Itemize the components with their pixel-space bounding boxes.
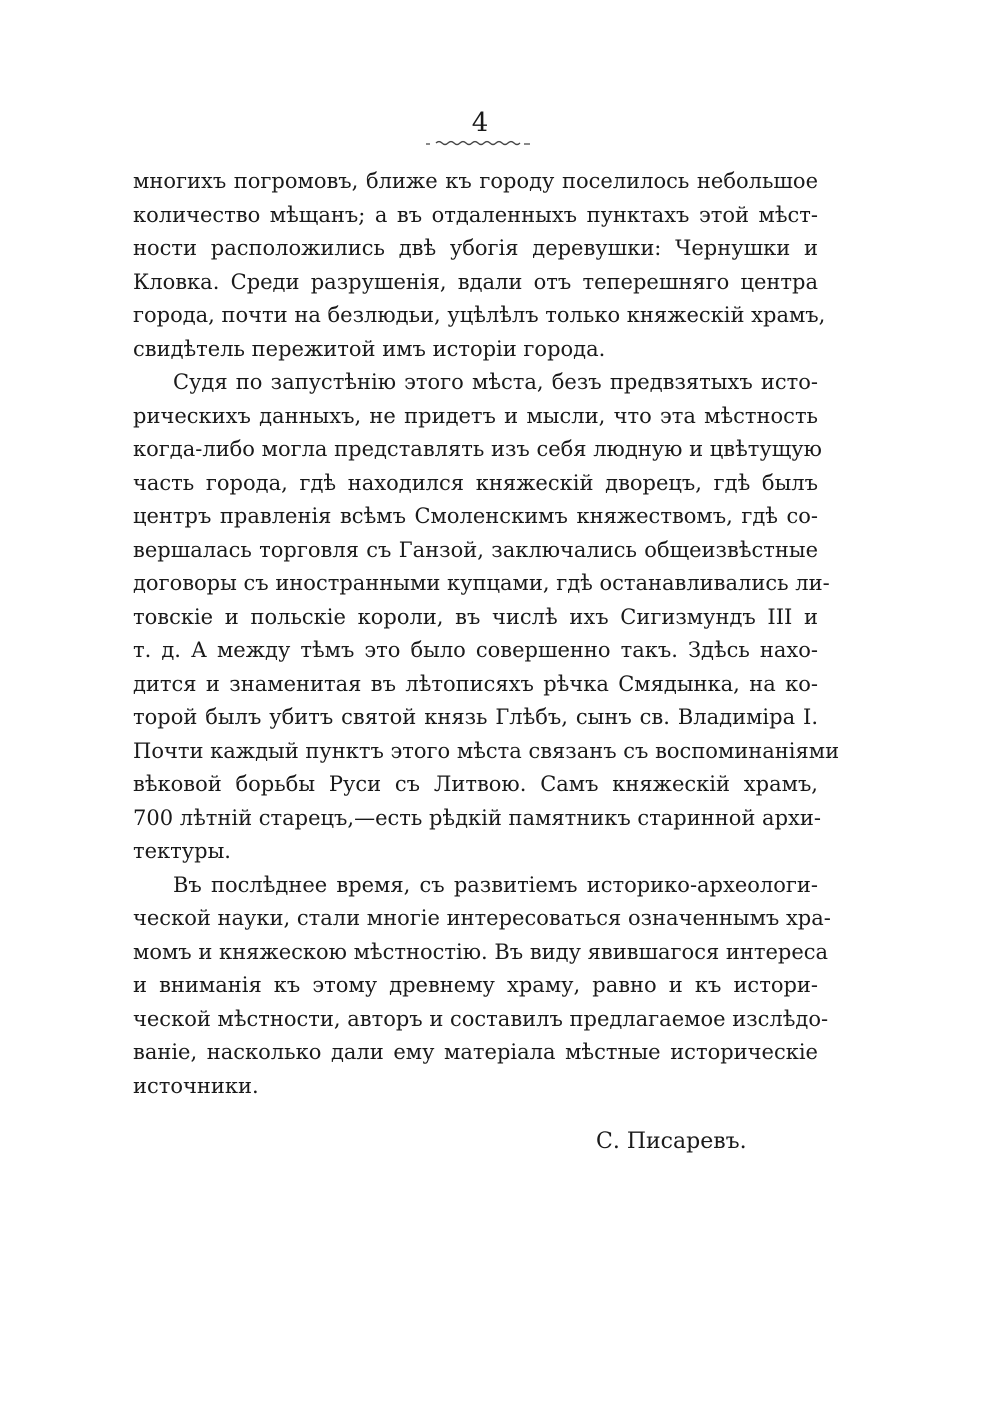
ornament-divider	[424, 138, 534, 148]
text-line: тектуры.	[133, 839, 231, 863]
text-line: товскіе и польскіе короли, въ числѣ ихъ Сигизмундъ III и	[133, 604, 818, 629]
paragraph	[133, 869, 831, 1104]
text-line: Кловка. Среди разрушенія, вдали отъ теперешняго центра	[133, 269, 818, 294]
text-line: вершалась торговля съ Ганзой, заключались общеизвѣстные	[133, 537, 818, 562]
text-line: дится и знаменитая въ лѣтописяхъ рѣчка Смядынка, на ко-	[133, 671, 818, 696]
text-line: Судя по запустѣнію этого мѣста, безъ предвзятыхъ исто-	[173, 370, 818, 394]
text-line: и вниманія къ этому древнему храму, равно и къ истори-	[133, 973, 818, 997]
text-line: ческой науки, стали многіе интересоваться означеннымъ хра-	[133, 906, 831, 930]
text-line: торой былъ убитъ святой князь Глѣбъ, сынъ св. Владиміра I.	[133, 705, 818, 729]
text-line: часть города, гдѣ находился княжескій дворецъ, гдѣ былъ	[133, 470, 818, 495]
paragraph	[133, 165, 826, 366]
text-line: свидѣтель пережитой имъ исторіи города.	[133, 336, 606, 361]
text-line: Въ послѣднее время, съ развитіемъ историко-археологи-	[173, 872, 818, 897]
text-line: источники.	[133, 1073, 259, 1098]
text-line: ности расположились двѣ убогія деревушки: Чернушки и	[133, 236, 818, 260]
body-text	[133, 165, 840, 1103]
text-line: вѣковой борьбы Руси съ Литвою. Самъ княжескій храмъ,	[133, 772, 818, 796]
text-line: Почти каждый пунктъ этого мѣста связанъ съ воспоминаніями	[133, 738, 840, 763]
text-line: когда-либо могла представлять изъ себя людную и цвѣтущую	[133, 437, 822, 461]
text-line: города, почти на безлюдьи, уцѣлѣлъ только княжескій храмъ,	[133, 303, 826, 327]
text-line: ваніе, насколько дали ему матеріала мѣстные историческіе	[133, 1040, 818, 1064]
text-line: рическихъ данныхъ, не придетъ и мысли, что эта мѣстность	[133, 403, 818, 428]
text-line: многихъ погромовъ, ближе къ городу поселилось небольшое	[133, 169, 818, 193]
text-line: центръ правленія всѣмъ Смоленскимъ княжествомъ, гдѣ со-	[133, 504, 818, 528]
text-line: момъ и княжескою мѣстностію. Въ виду явившагося интереса	[133, 939, 829, 964]
text-line: количество мѣщанъ; а въ отдаленныхъ пунктахъ этой мѣст-	[133, 202, 818, 227]
text-line: договоры съ иностранными купцами, гдѣ останавливались ли-	[133, 571, 830, 595]
page-number: 4	[471, 108, 489, 138]
author-signature: С. Писаревъ.	[596, 1129, 747, 1154]
text-line: 700 лѣтній старецъ,—есть рѣдкій памятникъ старинной архи-	[133, 805, 821, 830]
text-line: т. д. А между тѣмъ это было совершенно такъ. Здѣсь нахо-	[133, 638, 818, 662]
paragraph	[133, 366, 840, 869]
text-line: ческой мѣстности, авторъ и составилъ предлагаемое изслѣдо-	[133, 1006, 829, 1031]
